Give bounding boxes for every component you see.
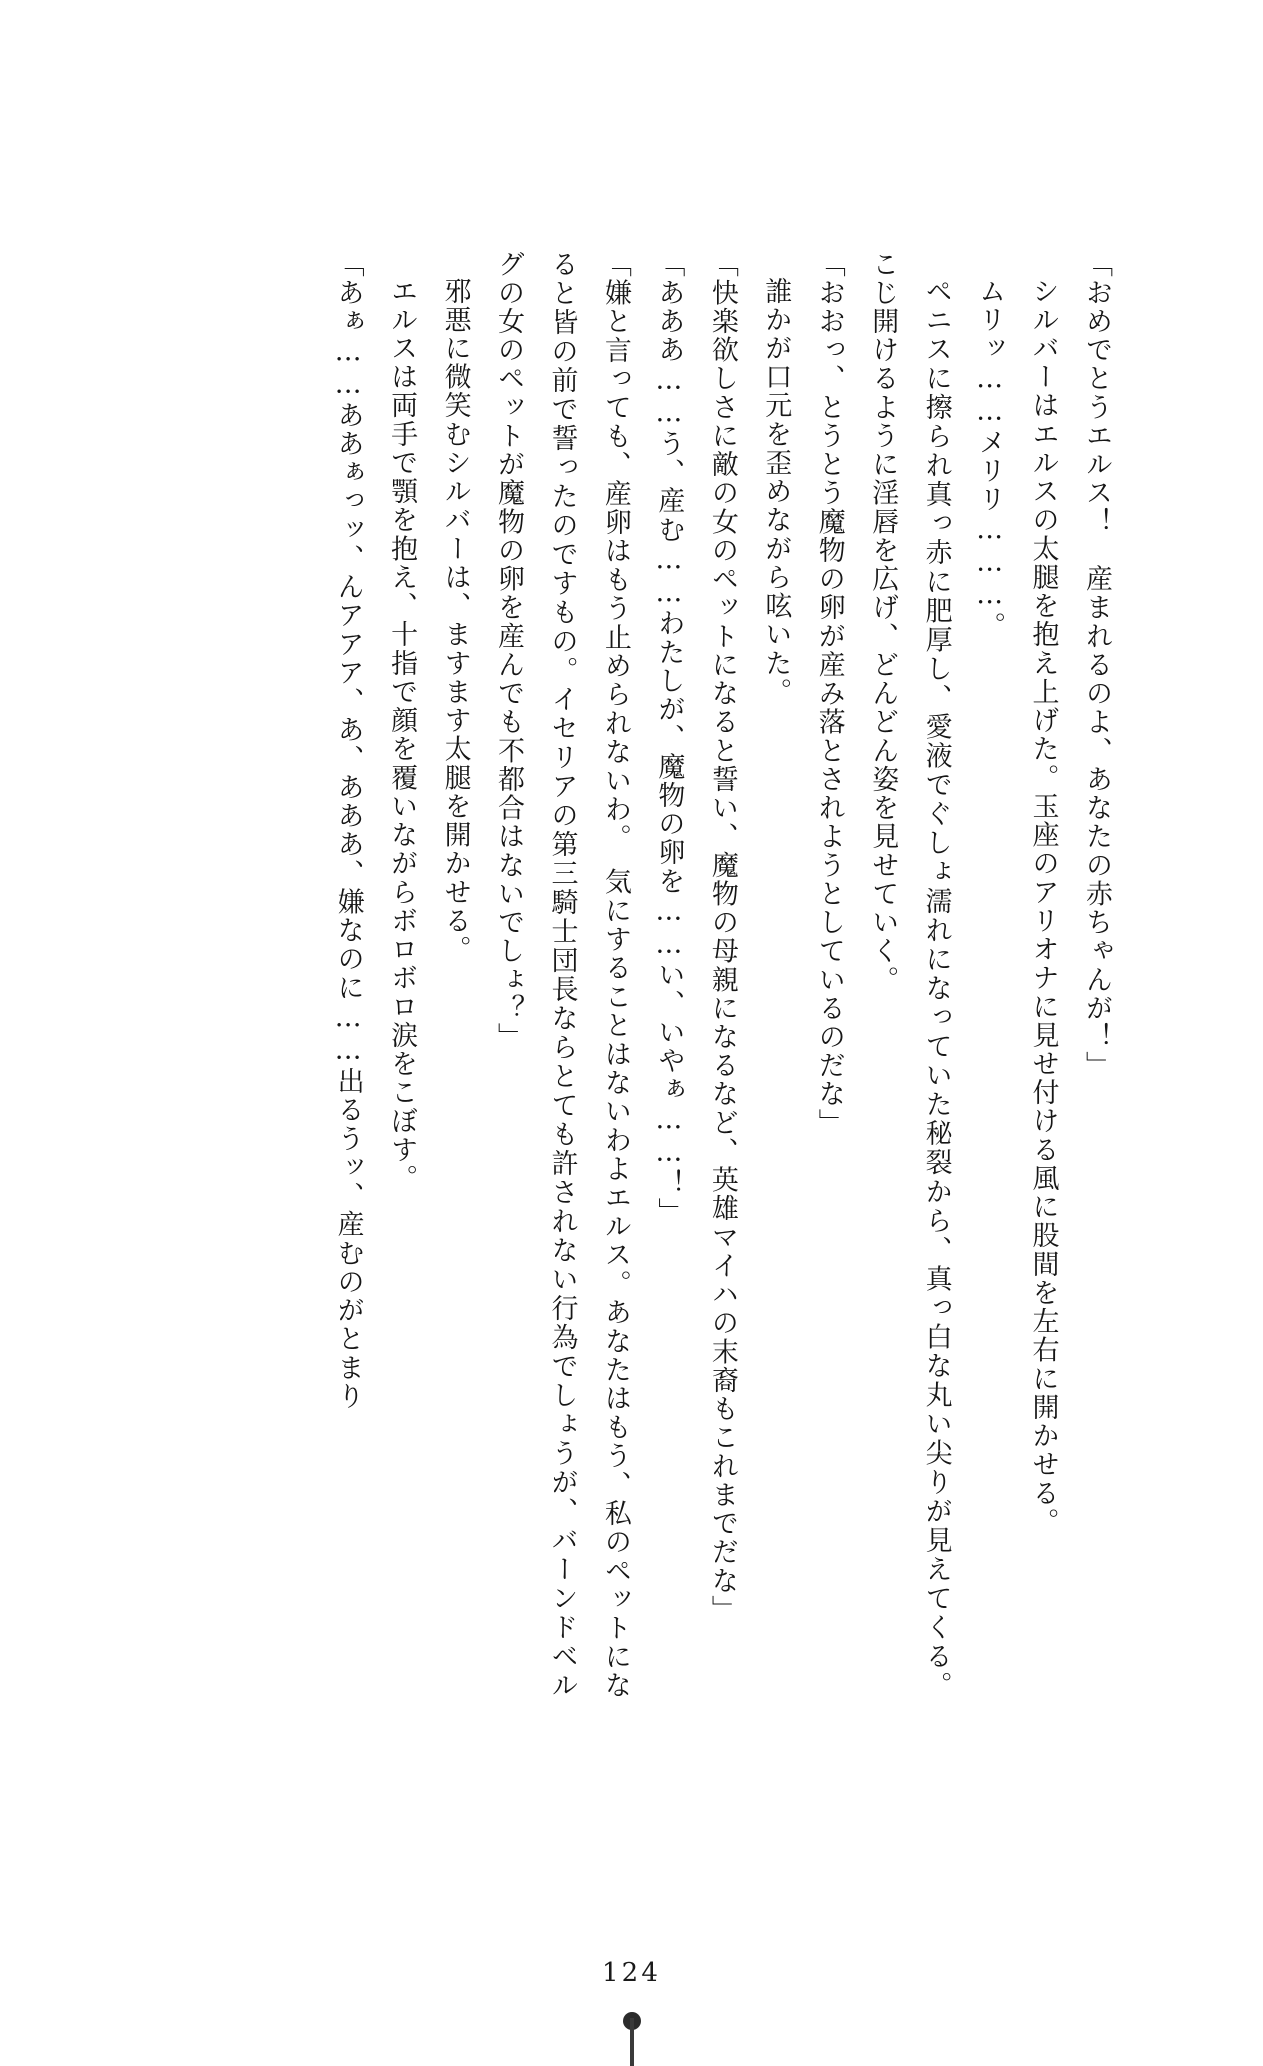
page-number: 124 [602, 1958, 661, 1988]
paragraph: 邪悪に微笑むシルバーは、ますます太腿を開かせる。 [439, 277, 471, 964]
paragraph: 「おおっ、とうとう魔物の卵が産み落とされようとしているのだな」 [813, 250, 845, 1138]
paragraph: 「嫌と言っても、産卵はもう止められないわ。 気にすることはないわよエルス。あなたはもう、私のペットになると皆の前で誓ったのですもの。イセリアの第三騎士団長ならとても許されない行為でしょうが、バーンドベルグの女のペットが魔物の卵を産んでも不都合はないでしょ？」 [493, 250, 631, 1700]
paragraph: 「快楽欲しさに敵の女のペットになると誓い、魔物の母親になるなど、英雄マイハの末裔もこれまでだな」 [706, 250, 738, 1624]
paragraph: ペニスに擦られ真っ赤に肥厚し、愛液でぐしょ濡れになっていた秘裂から、真っ白な丸い尖りが見えてくる。こじ開けるように淫唇を広げ、どんどん姿を見せていく。 [867, 250, 952, 1700]
spine-line-mark [630, 2018, 634, 2066]
body-text-vertical [321, 250, 1123, 1700]
paragraph: 誰かが口元を歪めながら呟いた。 [760, 277, 792, 707]
paragraph: 「おめでとうエルス！ 産まれるのよ、あなたの赤ちゃんが！」 [1081, 250, 1112, 1080]
paragraph: ムリッ……メリリ………。 [974, 277, 1006, 641]
paragraph: 「あぁ……ああぁっッ、んアアア、あ、あああ、嫌なのに……出るうッ、産むのがとまり [332, 250, 364, 1411]
paragraph: シルバーはエルスの太腿を抱え上げた。玉座のアリオナに見せ付ける風に股間を左右に開かせる。 [1027, 277, 1059, 1537]
paragraph: エルスは両手で顎を抱え、十指で顔を覆いながらボロボロ涙をこぼす。 [386, 277, 418, 1193]
paragraph: 「あああ……う、産む……わたしが、魔物の卵を……い、いやぁ……！」 [653, 250, 685, 1227]
